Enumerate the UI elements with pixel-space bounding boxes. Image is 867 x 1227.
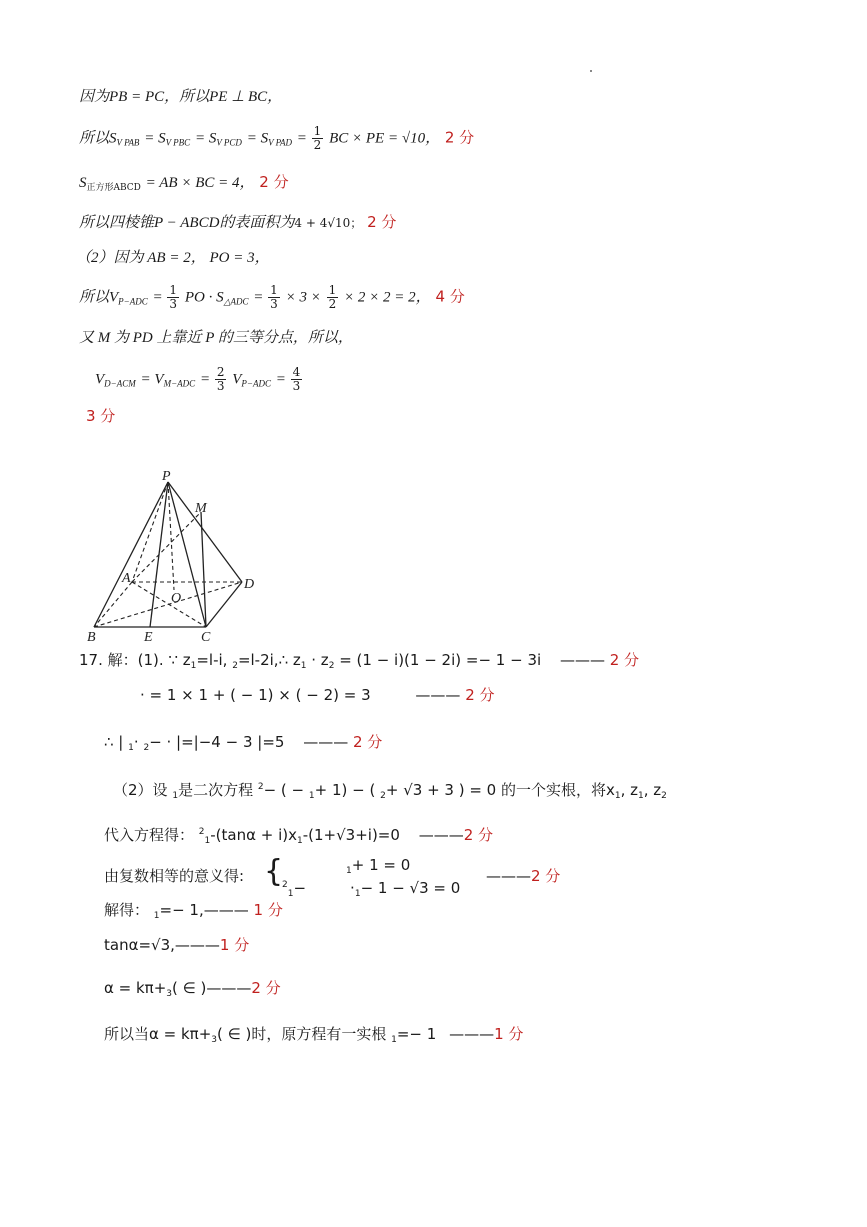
text-seg: S (79, 175, 87, 191)
text-seg: 所以V (79, 289, 119, 306)
score-mark: 4 分 (435, 287, 465, 306)
subscript: △ADC (223, 296, 249, 307)
edge-PD (168, 482, 242, 582)
frac-num: 1 (328, 283, 337, 297)
subscript: 1 (128, 743, 134, 753)
subscript: 1 (308, 791, 315, 801)
segment-AM-hidden (132, 512, 201, 582)
fraction (327, 284, 339, 311)
dash: ——— (486, 867, 531, 885)
score-mark: 3 分 (86, 407, 116, 425)
subscript: V PAB (116, 137, 140, 148)
text-seg: · (350, 879, 355, 897)
text-seg: − (293, 879, 307, 897)
q17-line-3 (104, 732, 382, 758)
text-seg: 是二次方程 (178, 781, 254, 799)
text-seg: = (1 − i)(1 − 2i) =− 1 − 3i (339, 651, 542, 669)
text-seg: − 1 − √3 = 0 (360, 879, 461, 897)
vertex-label-O: O (171, 591, 182, 606)
left-brace: { (264, 854, 284, 889)
subscript: 3 (166, 989, 173, 999)
fraction (215, 366, 227, 393)
text-seg: = AB × BC = 4， (145, 175, 255, 191)
text-seg: ( ∈ )时，原方程有一实根 (217, 1025, 387, 1043)
text-seg: ( ∈ )——— (172, 979, 252, 997)
subscript: 1 (190, 661, 197, 671)
q17-line-9 (104, 978, 281, 1004)
text-seg: 解得： (104, 901, 150, 919)
subscript: P−ADC (118, 296, 148, 307)
text-seg: 17. 解：(1). ∵ z (79, 651, 191, 669)
edge-PA-hidden (132, 482, 168, 582)
dash: ——— (418, 826, 464, 844)
text-seg: × 3 × (285, 289, 321, 306)
subscript: 1 (300, 661, 307, 671)
frac-num: 1 (313, 124, 322, 138)
statement: 因为PB = PC，所以PE ⊥ BC， (79, 89, 283, 105)
line-6-score (486, 866, 560, 886)
q17-line-8 (104, 935, 249, 955)
text-seg: BC × PE = √10， (329, 130, 441, 147)
text-seg: -(1+√3+i)=0 (302, 826, 400, 844)
vertex-label-D: D (244, 577, 255, 592)
subscript: 2 (232, 661, 238, 671)
diag-BD-hidden (94, 582, 242, 627)
text-line-volume-equality: $V_{D-ACM} = V_{M-ADC}$ = $\frac{2}{3}$ $V_{P-ADC}$ = $\frac{4}{3}$ (95, 365, 301, 393)
pyramid-figure (84, 470, 274, 645)
subscript: 1 (354, 889, 361, 899)
subscript: 1 (172, 791, 179, 801)
subscript: M−ADC (163, 378, 196, 389)
score-mark: 2 分 (531, 867, 561, 885)
text-line-part2-given (76, 247, 270, 268)
vertex-label-P: P (162, 470, 171, 484)
subscript: P−ADC (241, 378, 271, 389)
text-line-score-3 (86, 406, 115, 426)
subscript: V PAD (268, 137, 293, 148)
text-seg: V (95, 371, 105, 388)
score-mark: 1 分 (494, 1025, 524, 1043)
text-seg: =− 1,——— (159, 901, 249, 919)
text-seg: =− 1 (396, 1025, 437, 1043)
subscript: 1 (297, 836, 303, 846)
subscript: 1 (346, 866, 352, 876)
subscript: V PBC (165, 137, 191, 148)
vertex-label-E: E (144, 630, 153, 645)
subscript: 1 (638, 791, 644, 801)
text-seg: =l-2i,∴ z (237, 651, 301, 669)
text-line-square-area (79, 172, 289, 198)
frac-den: 2 (313, 138, 322, 152)
subscript: V PCD (216, 137, 242, 148)
text-line-lateral-areas: 所以$S_{V PAB} = S_{V PBC} = S_{V PCD} = S_{V PAD}$ = $\frac{1}{2}$ BC × PE = √10， 2 分 (79, 124, 475, 152)
score-mark: 1 分 (219, 936, 250, 954)
text-seg: = V (140, 371, 164, 388)
text-seg: 由复数相等的意义得: (104, 867, 245, 885)
score-mark: 2 分 (367, 213, 397, 231)
q17-line-5 (104, 822, 493, 851)
score-mark: 2 分 (465, 686, 495, 704)
text-seg: + √3 + 3 ) = 0 的一个实根，将x (385, 781, 615, 799)
superscript: 2 (257, 782, 264, 792)
text-seg: , z (620, 781, 639, 799)
text-line-surface-area (79, 212, 396, 233)
text-seg: · (133, 733, 139, 751)
text-seg: ∴ | (104, 733, 124, 751)
score-mark: 1 分 (253, 901, 283, 919)
subscript: D−ACM (104, 378, 136, 389)
subscript: 2 (328, 661, 335, 671)
subscript: 1 (153, 911, 160, 921)
system-bottom-row (282, 875, 460, 904)
text-seg: − ( − (263, 781, 305, 799)
subscript: 2 (380, 791, 386, 801)
text-seg: =l-i, (196, 651, 228, 669)
vertex-label-M: M (195, 501, 207, 516)
fraction (291, 366, 303, 393)
text-seg: + 1 = 0 (351, 856, 411, 874)
text-line-pe-perp-bc (79, 86, 282, 107)
text-seg: , z (643, 781, 662, 799)
subscript: 2 (661, 791, 667, 801)
score-mark: 2 分 (463, 826, 494, 844)
fraction (268, 284, 280, 311)
frac-den: 3 (270, 297, 278, 311)
vertex-label-A: A (122, 571, 131, 586)
frac-num: 2 (216, 365, 225, 379)
text-seg: tanα=√3,——— (104, 936, 220, 954)
subscript: 1 (391, 1035, 397, 1045)
text-seg: （2）因为 AB = 2， PO = 3， (76, 250, 270, 266)
text-seg: 所以S (79, 130, 117, 147)
subscript: 1 (287, 889, 294, 899)
dash: ——— (449, 1025, 495, 1043)
text-seg: PO · S (184, 289, 224, 306)
text-seg: V (232, 371, 242, 388)
text-seg: 4 + 4√10； (294, 216, 363, 230)
frac-num: 1 (270, 283, 278, 297)
frac-den: 3 (292, 379, 301, 393)
dash: ——— (559, 651, 605, 669)
corner-dot (590, 70, 592, 72)
text-seg: α = kπ+ (104, 979, 167, 997)
score-mark: 2 分 (259, 173, 289, 191)
q17-line-2 (140, 685, 495, 705)
text-seg: 又 M 为 PD 上靠近 P 的三等分点，所以， (79, 330, 353, 346)
vertex-label-C: C (201, 630, 211, 645)
text-seg: · z (311, 651, 329, 669)
subscript: 3 (211, 1035, 218, 1045)
edge-PB (94, 482, 168, 627)
fraction (167, 284, 179, 311)
text-seg: -(tanα + i)x (210, 826, 297, 844)
text-seg: = S (144, 130, 166, 147)
text-seg: × 2 × 2 = 2， (344, 289, 431, 306)
dash: ——— (415, 686, 461, 704)
text-line-volume: 所以$V_{P-ADC}$ = $\frac{1}{3}$ PO · $S_{\triangle ADC}$ = $\frac{1}{3}$ × 3 × $\frac{1}{2}$ × 2 × 2 = 2， 4 分 (79, 283, 465, 311)
edge-CD (206, 582, 242, 627)
text-seg: 代入方程得： (104, 826, 195, 844)
score-mark: 2 分 (353, 733, 383, 751)
q17-line-7 (104, 900, 283, 926)
subscript: 1 (204, 836, 211, 846)
subscript: 正方形ABCD (86, 183, 141, 193)
text-seg: − · |=|−4 − 3 |=5 (149, 733, 285, 751)
subscript: 1 (614, 791, 621, 801)
score-mark: 2 分 (251, 979, 281, 997)
text-seg: 所以四棱锥P − ABCD的表面积为 (79, 215, 295, 231)
q17-line-1 (79, 650, 639, 676)
frac-den: 2 (328, 297, 337, 311)
vertex-label-B: B (87, 630, 96, 645)
frac-num: 4 (292, 365, 301, 379)
dash: ——— (303, 733, 349, 751)
text-seg: （2）设 (113, 781, 168, 799)
q17-line-10 (104, 1024, 523, 1050)
q17-line-4 (113, 777, 667, 806)
score-mark: 2 分 (444, 128, 475, 147)
text-seg: · = 1 × 1 + ( − 1) × ( − 2) = 3 (140, 686, 371, 704)
text-seg: + 1) − ( (314, 781, 376, 799)
text-line-point-m (79, 327, 353, 348)
subscript: 2 (143, 743, 150, 753)
text-seg: = S (194, 130, 217, 147)
frac-den: 3 (216, 379, 225, 393)
superscript: 2 (282, 880, 288, 890)
text-seg: = S (246, 130, 269, 147)
score-mark: 2 分 (609, 651, 640, 669)
fraction-half (312, 125, 324, 152)
segment-PO-hidden (168, 482, 174, 590)
text-seg: 所以当α = kπ+ (104, 1025, 212, 1043)
superscript: 2 (198, 827, 205, 837)
frac-den: 3 (169, 297, 178, 311)
frac-num: 1 (169, 283, 178, 297)
